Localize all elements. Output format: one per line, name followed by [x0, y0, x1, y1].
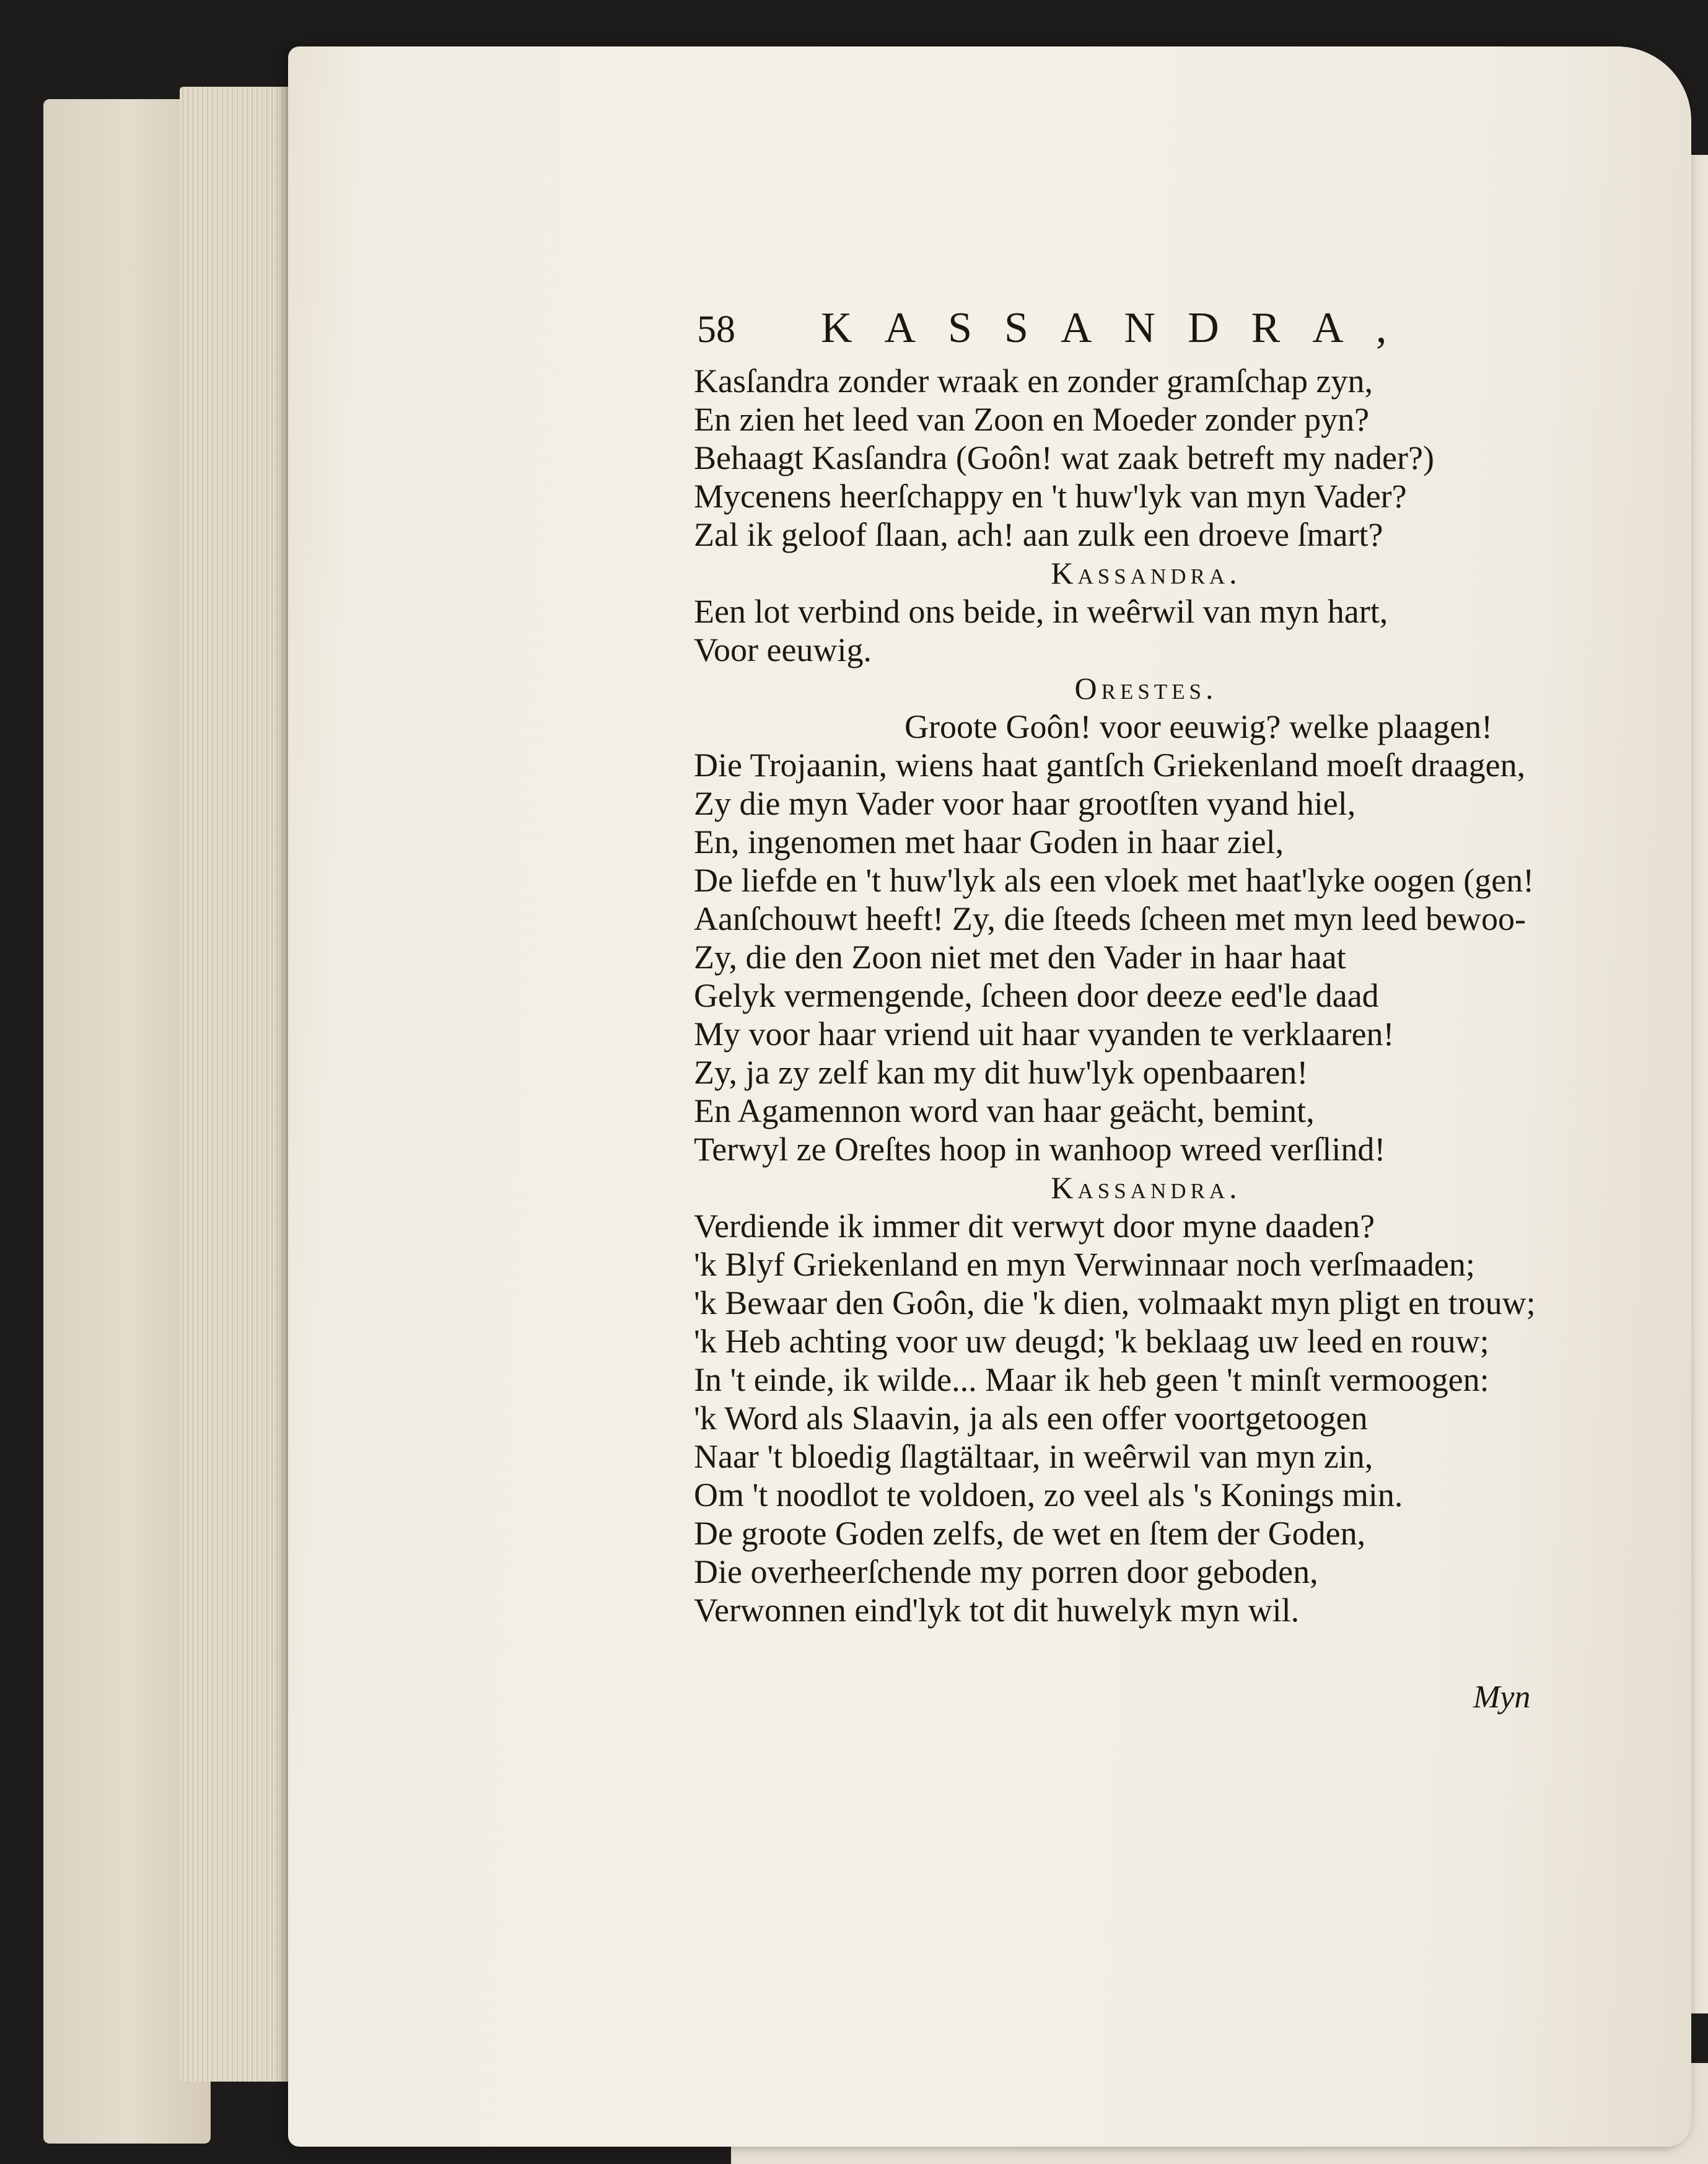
- verse-line: 'k Blyf Griekenland en myn Verwinnaar noch verſmaaden;: [694, 1246, 1475, 1283]
- page-number: 58: [697, 309, 735, 351]
- verse-line: En Agamennon word van haar geächt, bemint,: [694, 1092, 1315, 1129]
- verse-line: Zy die myn Vader voor haar grootſten vyand hiel,: [694, 785, 1356, 822]
- speaker-heading: Kassandra.: [1051, 556, 1242, 590]
- verse-line: Naar 't bloedig ſlagtältaar, in weêrwil van myn zin,: [694, 1438, 1373, 1475]
- verse-line: 'k Word als Slaavin, ja als een offer voortgetoogen: [694, 1400, 1368, 1437]
- catchword: Myn: [1473, 1680, 1531, 1715]
- verse-line: 'k Bewaar den Goôn, die 'k dien, volmaakt myn pligt en trouw;: [694, 1284, 1536, 1321]
- verse-line: Kasſandra zonder wraak en zonder gramſchap zyn,: [694, 362, 1373, 400]
- verse-line: Mycenens heerſchappy en 't huw'lyk van myn Vader?: [694, 478, 1407, 515]
- running-title: KASSANDRA,: [821, 304, 1419, 352]
- verse-line: Een lot verbind ons beide, in weêrwil van myn hart,: [694, 593, 1388, 630]
- verse-line: Terwyl ze Oreſtes hoop in wanhoop wreed verſlind!: [694, 1131, 1386, 1168]
- verse-line: En, ingenomen met haar Goden in haar ziel,: [694, 823, 1284, 861]
- verse-line: Zal ik geloof ſlaan, ach! aan zulk een droeve ſmart?: [694, 516, 1383, 553]
- verse-line: Zy, ja zy zelf kan my dit huw'lyk openbaaren!: [694, 1054, 1308, 1091]
- verse-line: En zien het leed van Zoon en Moeder zonder pyn?: [694, 401, 1370, 438]
- speaker-heading: Kassandra.: [1051, 1170, 1242, 1205]
- verse-line: Verwonnen eind'lyk tot dit huwelyk myn wil.: [694, 1592, 1300, 1629]
- verse-line: De groote Goden zelfs, de wet en ſtem der Goden,: [694, 1515, 1366, 1552]
- verse-text: [694, 362, 1598, 1630]
- verse-line: In 't einde, ik wilde... Maar ik heb geen 't minſt vermoogen:: [694, 1361, 1489, 1398]
- verse-line: Voor eeuwig.: [694, 631, 872, 668]
- verse-line: Zy, die den Zoon niet met den Vader in haar haat: [694, 939, 1346, 976]
- speaker-heading: Orestes.: [1074, 671, 1218, 706]
- page-stack-edges: [180, 87, 304, 2082]
- verse-line: Groote Goôn! voor eeuwig? welke plaagen!: [904, 708, 1493, 745]
- verse-line: My voor haar vriend uit haar vyanden te verklaaren!: [694, 1015, 1395, 1053]
- verse-line: Gelyk vermengende, ſcheen door deeze eed'le daad: [694, 977, 1379, 1014]
- verse-line: Aanſchouwt heeft! Zy, die ſteeds ſcheen met myn leed bewoo-: [694, 900, 1526, 937]
- verse-line: 'k Heb achting voor uw deugd; 'k beklaag uw leed en rouw;: [694, 1323, 1489, 1360]
- verse-line: De liefde en 't huw'lyk als een vloek met haat'lyke oogen (gen!: [694, 862, 1535, 899]
- verse-line: Verdiende ik immer dit verwyt door myne daaden?: [694, 1207, 1375, 1245]
- verse-line: Die overheerſchende my porren door geboden,: [694, 1553, 1318, 1590]
- verse-line: Die Trojaanin, wiens haat gantſch Griekenland moeſt draagen,: [694, 747, 1526, 784]
- verse-line: Om 't noodlot te voldoen, zo veel als 's Konings min.: [694, 1476, 1403, 1513]
- verse-line: Behaagt Kasſandra (Goôn! wat zaak betreft my nader?): [694, 439, 1434, 476]
